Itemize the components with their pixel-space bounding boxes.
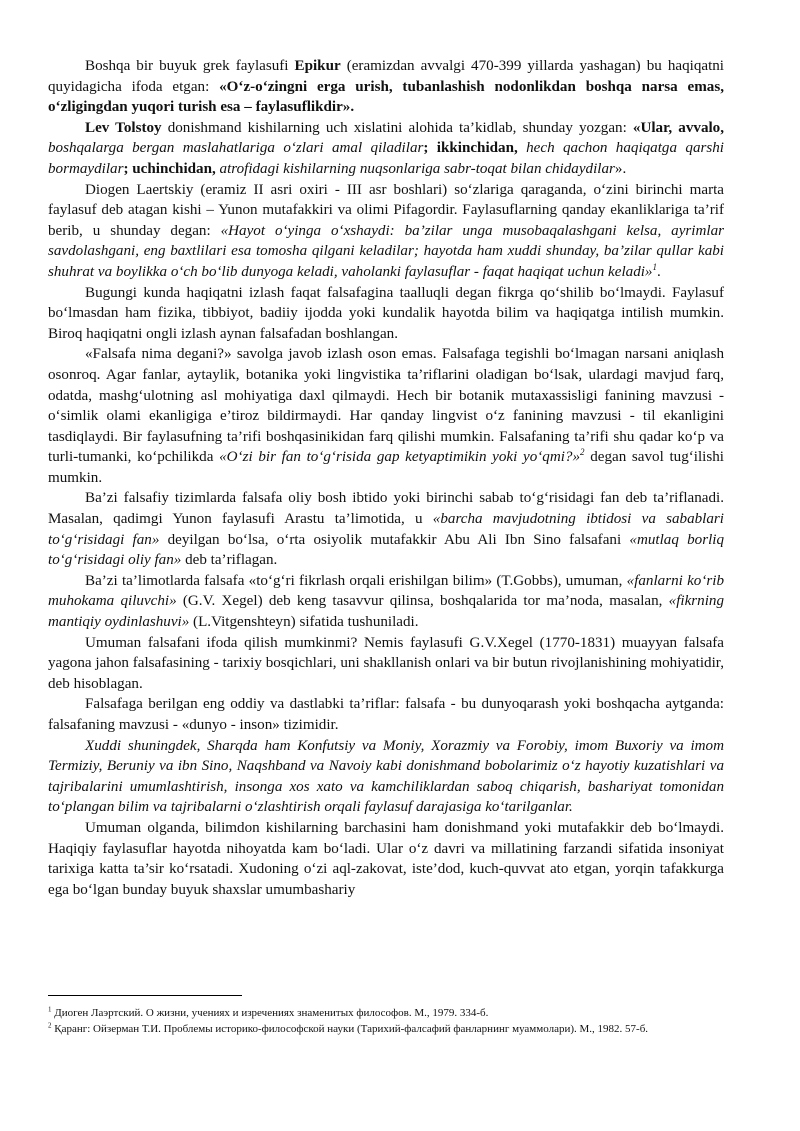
footnotes-section <box>48 995 724 1037</box>
paragraph-9 <box>48 694 724 735</box>
italic-text: «mutlaq borliq to‘g‘risidagi oliy fan» <box>48 531 725 569</box>
text-run: donishmand kishilarning uch xislatini alohida ta’kidlab, shunday yozgan: <box>161 119 633 136</box>
footnote-ref: 2 <box>580 447 585 458</box>
text-run: degan savol tug‘ilishi mumkin. <box>48 449 724 486</box>
footnote-2 <box>48 1022 724 1038</box>
text-run: «Falsafa nima degani?» savolga javob izlash oson emas. Falsafaga tegishli bo‘lmagan narsani aniqlash osonroq. Agar fanlar, aytaylik, botanika yoki lingvistika ta’riflarini oladigan bo‘lsak, ulardagi mavjud farq, odatda, mashg‘ulotning asl mohiyatiga daxl qilmaydi. Hech bir botanik mutaxassisligi fanining mavzusi - o‘simlik olami ekanligiga e’tiroz bildirmaydi. Har qanday lingvist o‘z fanining mavzusi - til ekanligini tasdiqlaydi. Bir faylasufning ta’rifi boshqasinikidan farq qilishi mumkin. Falsafaning ta’rifi shu qadar ko‘p va turli-tumanki, ko‘pchilikda <box>48 346 724 466</box>
italic-text: Xuddi shuningdek, Sharqda ham Konfutsiy va Moniy, Xorazmiy va Forobiy, imom Buxoriy va imom Termiziy, Beruniy va ibn Sino, Naqshband va Navoiy kabi donishmand bobolarimiz o‘z hayotiy kuzatishlari va tajribalarini umumlashtirish, insonga xos xato va kamchiliklardan saboq chiqarish, bashariyat tomonidan to‘plangan bilim va tajribalarni o‘zlashtirish orqali faylasuf darajasiga ko‘tarilganlar. <box>48 737 724 816</box>
text-run: deb ta’riflagan. <box>181 552 278 569</box>
footnote-1 <box>48 1006 724 1022</box>
paragraph-10 <box>48 736 724 818</box>
footnote-1-number: 1 <box>48 1005 52 1014</box>
footnote-1-text: Диоген Лаэртский. О жизни, учениях и изречениях знаменитых философов. М., 1979. 334-б. <box>51 1007 489 1019</box>
paragraph-5 <box>48 344 724 488</box>
paragraph-2 <box>48 118 724 180</box>
text-run: Ba’zi ta’limotlarda falsafa «to‘g‘ri fikrlash orqali erishilgan bilim» (T.Gobbs), umuman, <box>85 572 627 589</box>
bold-text: ; uchinchidan, <box>123 160 216 177</box>
text-run: (eramizdan avvalgi 470-399 yillarda yashagan) bu haqiqatni quyidagicha ifoda etgan: <box>48 58 724 95</box>
paragraph-1 <box>48 56 724 118</box>
text-run: deyilgan bo‘lsa, o‘rta osiyolik mutafakkir Abu Ali Ibn Sino falsafani <box>159 531 630 548</box>
italic-text: «Hayot o‘yinga o‘xshaydi: ba’zilar unga musobaqalashgani kelsa, ayrimlar savdolashgani, eng baxtlilari esa tomosha qilgani keladilar; hayotda ham xuddi shunday, ba’zilar qullar kabi shuhrat va boylikka o‘ch bo‘lib dunyoga keladi, vaholanki faylasuflar - faqat haqiqat uchun keladi» <box>48 222 724 280</box>
text-run: Diogen Laertskiy (eramiz II asri oxiri - III asr boshlari) so‘zlariga qaraganda, o‘zini birinchi marta faylasuf deb atagan kishi – Yunon mutafakkiri va olimi Pifagordir. Faylasuflarning qanday ekanliklariga ta’rif berib, u shunday degan: <box>48 181 724 239</box>
text-run: (L.Vitgenshteyn) sifatida tushuniladi. <box>189 614 419 631</box>
italic-text: «O‘zi bir fan to‘g‘risida gap ketyaptimikin yoki yo‘qmi?» <box>219 449 581 466</box>
paragraph-4 <box>48 283 724 345</box>
text-run: Umuman olganda, bilimdon kishilarning barchasini ham donishmand yoki mutafakkir deb bo‘lmaydi. Haqiqiy faylasuflar hayotda nihoyatda kam bo‘ladi. Ular o‘z davri va millatining farzandi sifatida insoniyat tarixiga katta ta’sir ko‘rsatadi. Xudoning o‘zi aql-zakovat, iste’dod, kuch-quvvat ato etgan, yorqin tafakkurga ega bo‘lgan bunday buyuk shaxslar umumbashariy <box>48 819 724 898</box>
paragraph-3 <box>48 180 724 283</box>
footnote-2-number: 2 <box>48 1020 52 1029</box>
text-run: Falsafaga berilgan eng oddiy va dastlabki ta’riflar: falsafa - bu dunyoqarash yoki boshqacha aytganda: falsafaning mavzusi - «dunyo - inson» tizimidir. <box>48 696 724 733</box>
main-text <box>48 56 724 900</box>
footnote-2-text: Қаранг: Ойзерман Т.И. Проблемы историко-философской науки (Тарихий-фалсафий фанларнинг муаммолари). М., 1982. 57-б. <box>51 1022 649 1035</box>
paragraph-6 <box>48 488 724 570</box>
paragraph-8 <box>48 633 724 695</box>
text-run: (G.V. Xegel) deb keng tasavvur qilinsa, boshqalarida tor ma’noda, masalan, <box>176 593 669 610</box>
paragraph-7 <box>48 571 724 633</box>
text-run: Boshqa bir buyuk grek faylasufi <box>85 58 295 74</box>
italic-text: «barcha mavjudotning ibtidosi va sabablari to‘g‘risidagi fan» <box>48 511 724 548</box>
bold-text: «Ular, avvalo, <box>632 119 725 136</box>
bold-text: Epikur <box>294 58 341 74</box>
italic-text: atrofidagi kishilarning nuqsonlariga sabr-toqat bilan chidaydilar <box>215 160 615 177</box>
italic-text: hech qachon haqiqatga qarshi bormaydilar <box>48 140 724 177</box>
text-run: Bugungi kunda haqiqatni izlash faqat falsafagina taalluqli degan fikrga qo‘shilib bo‘lmaydi. Faylasuf bo‘lmasdan ham fizika, tibbiyot, badiiy ijodda yoki kundalik hayotda bilim va haqiqatga intilish mumkin. Biroq haqiqatni ongli izlash aynan falsafadan boshlangan. <box>48 284 724 342</box>
paragraph-11 <box>48 818 724 900</box>
italic-text: «fanlarni ko‘rib muhokama qiluvchi» <box>48 572 724 610</box>
bold-text: ; ikkinchidan, <box>423 140 518 157</box>
text-run: . <box>656 263 661 280</box>
footnote-separator-line <box>48 995 242 996</box>
bold-text: Lev Tolstoy <box>85 119 162 136</box>
italic-text: «fikrning mantiqiy oydinlashuvi» <box>48 593 724 631</box>
text-run: Umuman falsafani ifoda qilish mumkinmi? Nemis faylasufi G.V.Xegel (1770-1831) muayyan falsafa yagona jahon falsafasining - tarixiy bosqichlari, uni shakllanish onlari va bir butun rivojlanishining mohiyatidir, deb hisoblagan. <box>48 634 724 692</box>
text-run: ». <box>614 160 627 177</box>
text-run: Ba’zi falsafiy tizimlarda falsafa oliy bosh ibtido yoki birinchi sabab to‘g‘risidagi fan deb ta’riflanadi. Masalan, qadimgi Yunon faylasufi Arastu ta’limotida, u <box>48 490 724 528</box>
footnote-ref: 1 <box>652 261 657 272</box>
italic-text: boshqalarga bergan maslahatlariga o‘zlari amal qiladilar <box>48 140 424 157</box>
bold-text: «O‘z-o‘zingni erga urish, tubanlashish nodonlikdan boshqa narsa emas, o‘zligingdan yuqori turish esa – faylasuflikdir». <box>48 78 725 116</box>
